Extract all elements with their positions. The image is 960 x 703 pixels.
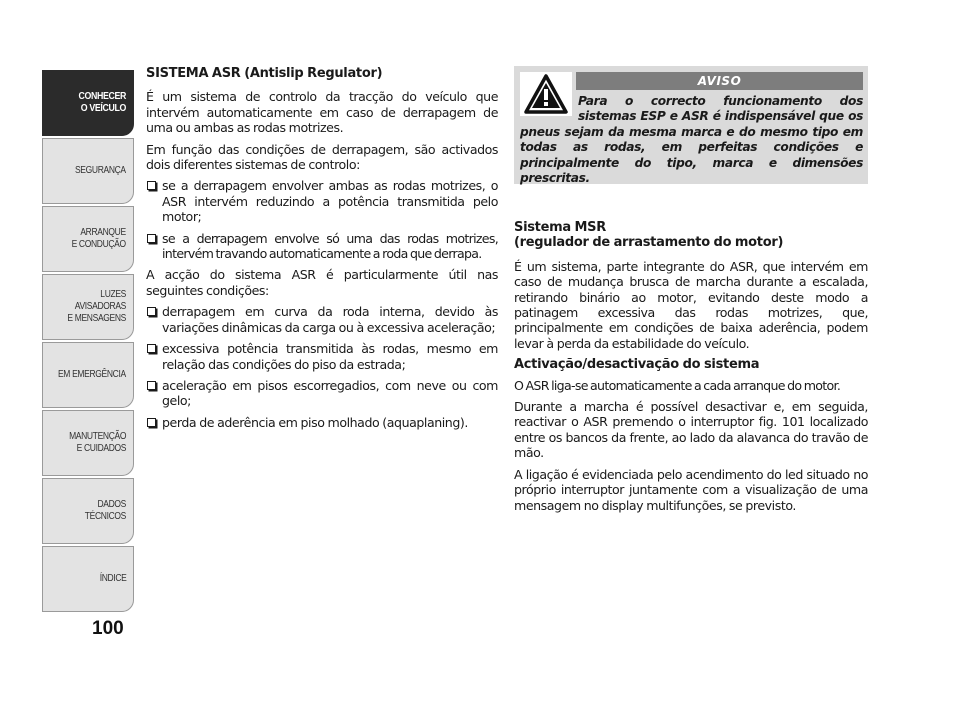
tab-seguranca[interactable] (42, 138, 134, 204)
paragraph: Durante a marcha é possível desactivar e, em seguida, reactivar o ASR premendo o interruptor fig. 101 localizado entre os bancos da frente, ao lado da alavanca do travão de mão. (514, 399, 868, 461)
warning-title: AVISO (576, 72, 863, 90)
tab-label: DADOS TÉCNICOS (84, 499, 126, 522)
tab-label: SEGURANÇA (75, 165, 126, 176)
warning-text-content: Para o correcto funcionamento dos sistemas ESP e ASR é indispensável que os pneus sejam da mesma marca e do mesmo tipo em todas as rodas, em perfeitas condições e principalmente do tipo, marca e dimensões prescritas. (520, 94, 863, 186)
list-item-text: excessiva potência transmitida às rodas, mesmo em relação das condições do piso da estrada; (162, 341, 498, 372)
section-heading-asr: SISTEMA ASR (Antislip Regulator) (146, 66, 383, 81)
paragraph: O ASR liga-se automaticamente a cada arranque do motor. (514, 377, 841, 393)
list-item (146, 304, 498, 335)
checkbox-bullet-icon (147, 418, 156, 427)
warning-text (520, 94, 863, 186)
list-item (146, 341, 498, 372)
checkbox-bullet-icon (147, 181, 156, 190)
list-item (146, 378, 498, 409)
control-systems-list (146, 178, 498, 261)
checkbox-bullet-icon (147, 344, 156, 353)
list-item (146, 415, 498, 430)
conditions-list (146, 304, 498, 430)
right-column (514, 220, 868, 519)
tab-label: CONHECER O VEÍCULO (78, 91, 126, 114)
paragraph: Em função das condições de derrapagem, são activados dois diferentes sistemas de controlo: (146, 141, 498, 173)
tab-arranque-e-conducao[interactable] (42, 206, 134, 272)
tab-em-emergencia[interactable] (42, 342, 134, 408)
tab-dados-tecnicos[interactable] (42, 478, 134, 544)
warning-box (514, 66, 868, 184)
checkbox-bullet-icon (147, 234, 156, 243)
tab-conhecer-o-veiculo[interactable] (42, 70, 134, 136)
tab-label: ARRANQUE E CONDUÇÃO (71, 227, 126, 250)
checkbox-bullet-icon (147, 307, 156, 316)
tab-indice[interactable] (42, 546, 134, 612)
page-number: 100 (92, 618, 124, 639)
tab-label: EM EMERGÊNCIA (58, 369, 126, 380)
list-item-text: perda de aderência em piso molhado (aquaplaning). (162, 414, 468, 430)
paragraph: A acção do sistema ASR é particularmente útil nas seguintes condições: (146, 267, 498, 298)
paragraph: É um sistema, parte integrante do ASR, que intervém em caso de mudança brusca de marcha durante a escalada, retirando binário ao motor, evitando deste modo a patinagem excessiva das rodas motrizes, que, principalmente em condições de baixa aderência, podem levar à perda da estabilidade do veículo. (514, 258, 868, 351)
list-item-text: se a derrapagem envolve só uma das rodas motrizes, intervém travando automaticamente a roda que derrapa. (162, 230, 498, 262)
tab-label: ÍNDICE (99, 573, 126, 584)
list-item-text: aceleração em pisos escorregadios, com neve ou com gelo; (162, 377, 498, 409)
list-item-text: se a derrapagem envolver ambas as rodas motrizes, o ASR intervém reduzindo a potência transmitida pelo motor; (162, 178, 498, 225)
tab-luzes-avisadoras[interactable] (42, 274, 134, 340)
tab-label: LUZES AVISADORAS E MENSAGENS (67, 289, 126, 324)
left-column (146, 66, 498, 436)
section-heading-msr: Sistema MSR (regulador de arrastamento do motor) (514, 220, 784, 251)
paragraph: A ligação é evidenciada pelo acendimento do led situado no próprio interruptor juntamente com a visualização de uma mensagem no display multifunções, se previsto. (514, 466, 868, 513)
list-item-text: derrapagem em curva da roda interna, devido às variações dinâmicas da carga ou à excessiva aceleração; (162, 304, 498, 335)
list-item (146, 178, 498, 224)
paragraph: É um sistema de controlo da tracção do veículo que intervém automaticamente em caso de derrapagem de uma ou ambas as rodas motrizes. (146, 89, 498, 136)
side-nav (42, 70, 136, 614)
tab-manutencao-e-cuidados[interactable] (42, 410, 134, 476)
tab-label: MANUTENÇÃO E CUIDADOS (68, 431, 126, 454)
checkbox-bullet-icon (147, 381, 156, 390)
list-item (146, 231, 498, 262)
subheading-activation: Activação/desactivação do sistema (514, 357, 760, 373)
